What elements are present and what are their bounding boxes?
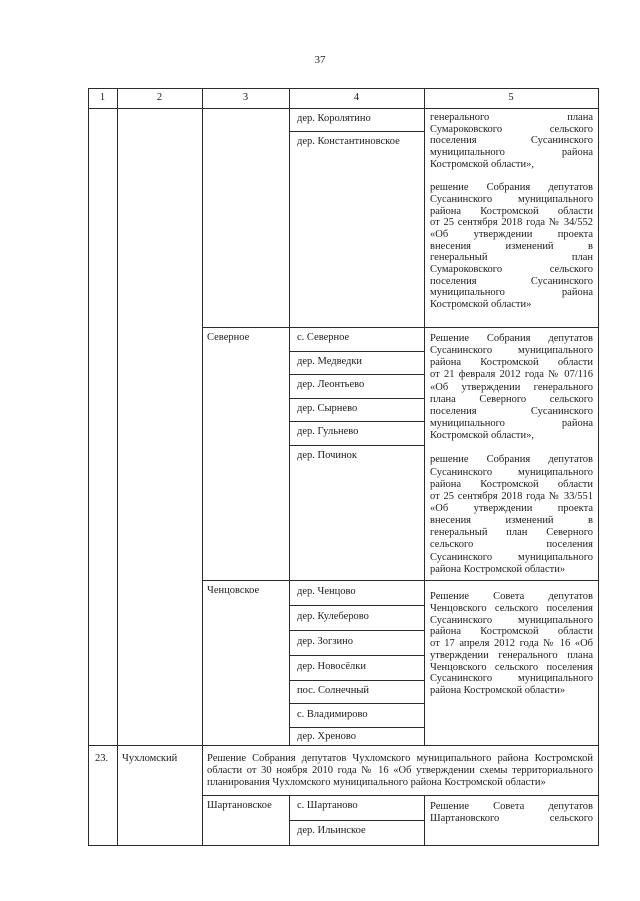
- locality: дер. Королятино: [297, 113, 371, 124]
- decision-text-line: «Об утверждении генерального: [430, 381, 593, 393]
- locality: дер. Леонтьево: [297, 379, 365, 390]
- locality: с. Шартаново: [297, 800, 358, 811]
- table-border: [289, 820, 424, 821]
- column-header: 1: [99, 92, 106, 103]
- decision-text-line: решение Собрания депутатов: [430, 182, 593, 194]
- decision-text-line: Костромской области»,: [430, 430, 535, 442]
- table-border: [88, 108, 599, 109]
- decision-text-line: генерального плана: [430, 112, 593, 123]
- table-border: [289, 630, 424, 631]
- decision-text-line: Шартановского сельского: [430, 813, 593, 824]
- decision-text-line: района Костромской области: [430, 357, 593, 369]
- page-number: 37: [314, 54, 326, 66]
- table-border: [289, 680, 424, 681]
- decision-text-line: муниципального района: [430, 417, 593, 429]
- decision-text-line: «Об утверждении проекта: [430, 502, 593, 514]
- decision-text-line: от 21 февраля 2012 года № 07/116: [430, 369, 593, 381]
- decision-text-line: района Костромской области: [430, 626, 593, 638]
- decision-text-line: от 17 апреля 2012 года № 16 «Об: [430, 638, 593, 649]
- decision-text-line: генеральный план Северного: [430, 527, 593, 539]
- decision-text-line: муниципального района: [430, 287, 593, 299]
- table-border: [424, 795, 425, 846]
- decision-text-line: сельского поселения: [430, 539, 593, 551]
- table-border: [289, 727, 424, 728]
- decision-text-line: Костромской области»,: [430, 158, 535, 170]
- decision-text-line: от 25 сентября 2018 года № 34/552: [430, 217, 593, 229]
- decision-text-line: Ченцовского сельского поселения: [430, 602, 593, 614]
- decision-cell: [430, 333, 593, 576]
- table-border: [289, 445, 424, 446]
- column-header: 3: [242, 92, 249, 103]
- decision-cell: [430, 801, 593, 825]
- table-border: [88, 88, 599, 89]
- locality: дер. Константиновское: [297, 136, 400, 147]
- decision-text-line: района Костромской области»: [430, 563, 566, 575]
- table-border: [289, 88, 290, 745]
- decision-text-line: Решение Совета депутатов: [430, 801, 593, 812]
- table-border: [202, 795, 599, 796]
- decision-text-line: утверждении генерального плана: [430, 649, 593, 661]
- decision-text-line: внесения изменений в: [430, 515, 593, 527]
- decision-text-line: муниципального района: [430, 147, 593, 159]
- table-border: [289, 374, 424, 375]
- decision-text-line: района Костромской области: [430, 478, 593, 490]
- decision-text-line: Ченцовского сельского поселения: [430, 661, 593, 673]
- table-border: [289, 398, 424, 399]
- table-border: [88, 88, 89, 846]
- table-border: [202, 327, 599, 328]
- locality: дер. Гульнево: [297, 426, 359, 437]
- locality: дер. Новосёлки: [297, 661, 367, 672]
- decision-text-line: от 25 сентября 2018 года № 33/551: [430, 490, 593, 502]
- row-number: 23.: [95, 753, 109, 764]
- table-border: [289, 421, 424, 422]
- locality: дер. Хреново: [297, 731, 357, 742]
- decision-text-line: [430, 170, 593, 182]
- table-border: [598, 88, 599, 846]
- locality: дер. Зогзино: [297, 636, 353, 647]
- decision-text-line: внесения изменений в: [430, 240, 593, 252]
- locality: дер. Сырнево: [297, 403, 358, 414]
- table-border: [117, 88, 118, 846]
- column-header: 5: [508, 92, 514, 103]
- table-border: [289, 703, 424, 704]
- table-border: [289, 655, 424, 656]
- decision-text-line: области от 30 ноября 2010 года № 16 «Об утверждении схемы территориального: [207, 765, 593, 776]
- decision-text-line: Сусанинского муниципального: [430, 193, 593, 205]
- table-border: [424, 88, 425, 745]
- locality: с. Владимирово: [297, 709, 368, 720]
- decision-text-line: [430, 442, 593, 454]
- decision-text-line: района Костромской области: [430, 205, 593, 217]
- decision-text-line: поселения Сусанинского: [430, 135, 593, 147]
- decision-cell: [430, 112, 593, 311]
- settlement-name: Шартановское: [207, 800, 272, 811]
- district-name: Чухломский: [122, 753, 178, 764]
- decision-text-line: Решение Собрания депутатов: [430, 333, 593, 344]
- table-border: [289, 351, 424, 352]
- table-border: [202, 88, 203, 846]
- table-border: [289, 131, 424, 132]
- decision-text-line: Решение Совета депутатов: [430, 591, 593, 602]
- table-border: [202, 580, 599, 581]
- decision-text-line: района Костромской области»: [430, 685, 566, 696]
- decision-text-line: поселения Сусанинского: [430, 275, 593, 287]
- locality: дер. Кулеберово: [297, 611, 369, 622]
- decision-text-line: поселения Сусанинского: [430, 405, 593, 417]
- table-border: [88, 845, 599, 846]
- decision-text-line: Сусанинского муниципального: [430, 466, 593, 478]
- locality: дер. Ченцово: [297, 586, 356, 597]
- decision-text-line: Решение Собрания депутатов Чухломского муниципального района Костромской: [207, 753, 593, 764]
- locality: пос. Солнечный: [297, 685, 369, 696]
- decision-text-line: Костромской области»: [430, 299, 532, 310]
- decision-text-line: Сусанинского муниципального: [430, 551, 593, 563]
- decision-text-line: Сусанинского муниципального: [430, 673, 593, 685]
- locality: с. Северное: [297, 332, 350, 343]
- decision-text-line: плана Северного сельского: [430, 393, 593, 405]
- settlement-name: Северное: [207, 332, 250, 343]
- column-header: 2: [156, 92, 163, 103]
- table-border: [88, 745, 599, 746]
- locality: дер. Починок: [297, 450, 357, 461]
- decision-text-line: решение Собрания депутатов: [430, 454, 593, 466]
- district-decision-cell: [207, 753, 593, 789]
- decision-text-line: Сусанинского муниципального: [430, 614, 593, 626]
- decision-text-line: Сумароковского сельского: [430, 123, 593, 135]
- settlement-name: Ченцовское: [207, 585, 260, 596]
- decision-text-line: Сумароковского сельского: [430, 263, 593, 275]
- decision-cell: [430, 591, 593, 697]
- locality: дер. Медведки: [297, 356, 363, 367]
- decision-text-line: «Об утверждении проекта: [430, 228, 593, 240]
- decision-text-line: Сусанинского муниципального: [430, 345, 593, 357]
- column-header: 4: [353, 92, 360, 103]
- table-border: [289, 605, 424, 606]
- locality: дер. Ильинское: [297, 825, 366, 836]
- decision-text-line: генеральный план: [430, 252, 593, 264]
- decision-text-line: планирования Чухломского муниципального района Костромской области»: [207, 777, 546, 788]
